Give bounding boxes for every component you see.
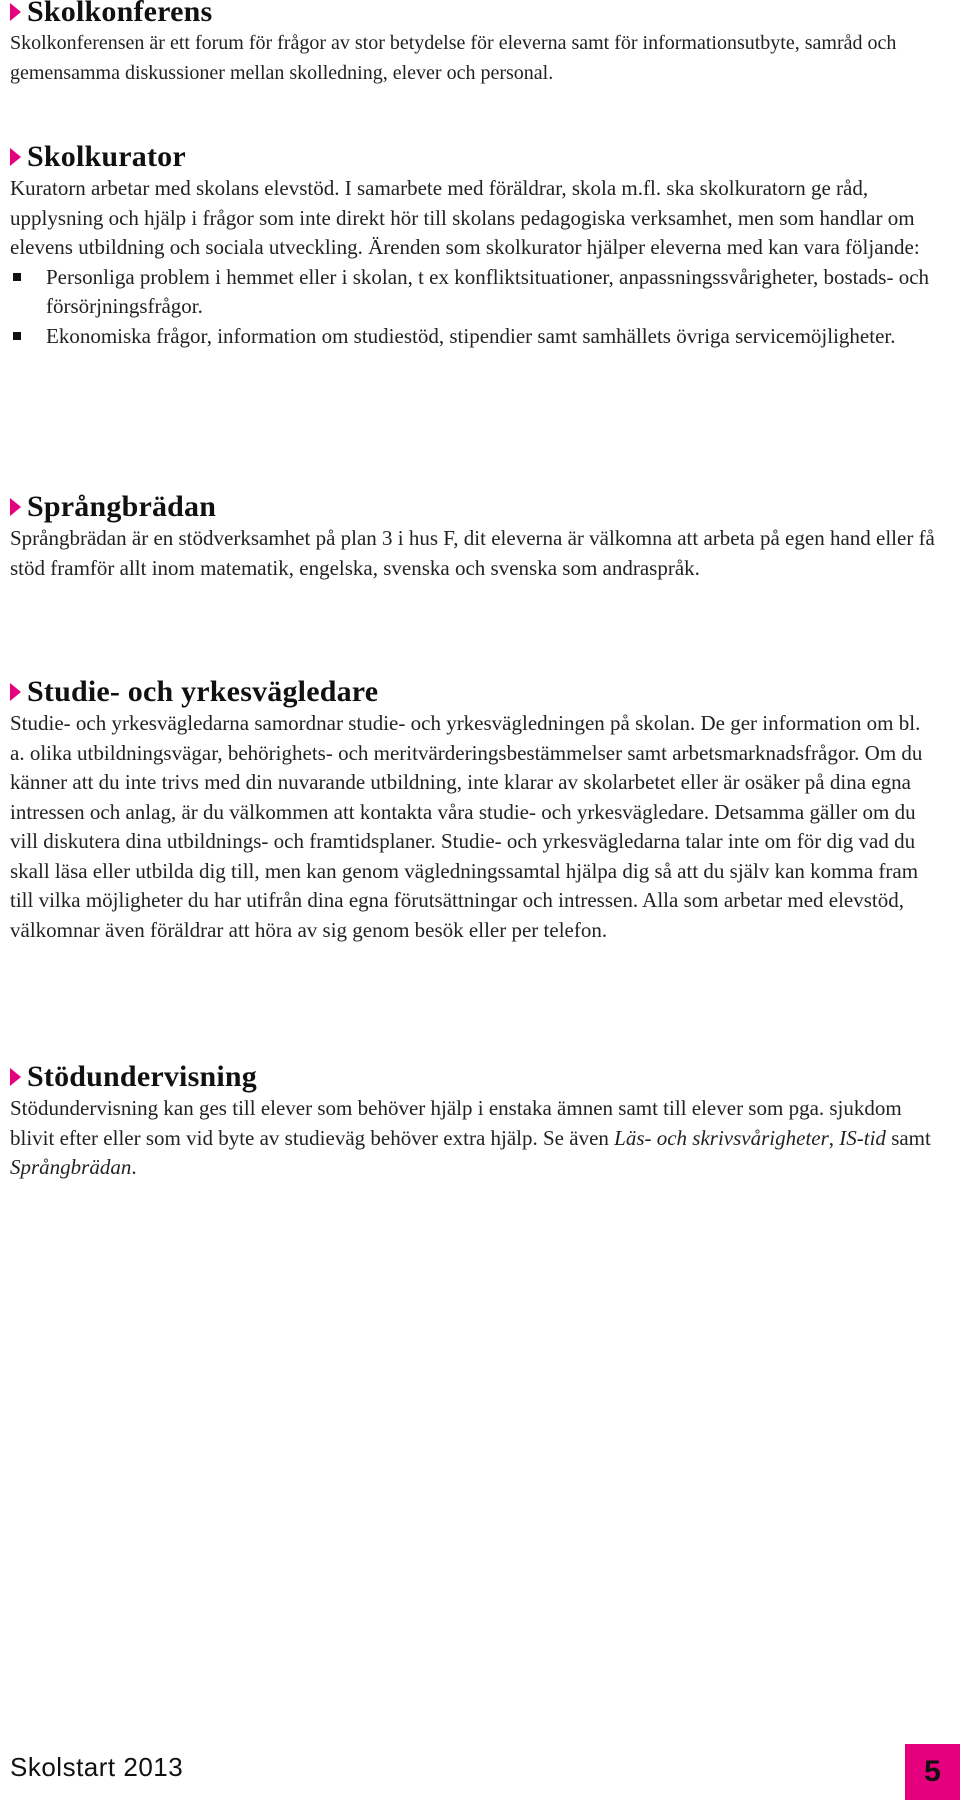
reference-las-skriv: Läs- och skrivsvårigheter (614, 1125, 829, 1150)
section-stodundervisning (10, 1060, 940, 1183)
triangle-right-icon (10, 148, 21, 166)
separator: samt (885, 1125, 931, 1150)
triangle-right-icon (10, 498, 21, 516)
paragraph (10, 1094, 940, 1183)
list-item-text: Personliga problem i hemmet eller i skolan, t ex konfliktsituationer, anpassningssvårigheter, bostads- och försörjningsfrågor. (46, 264, 930, 318)
section-heading (10, 0, 940, 29)
paragraph: Kuratorn arbetar med skolans elevstöd. I samarbete med föräldrar, skola m.fl. ska skolkuratorn ge råd, upplysning och hjälp i frågor som inte direkt hör till skolans pedagogiska verksamhet, men som handlar om elevens utbildning och sociala utveckling. Ärenden som skolkurator hjälper eleverna med kan vara följande: (10, 176, 920, 259)
section-skolkurator (10, 140, 940, 351)
page-number-badge (905, 1744, 960, 1800)
footer-label: Skolstart 2013 (10, 1752, 184, 1782)
square-bullet-icon (13, 273, 21, 281)
section-skolkonferens (10, 0, 940, 88)
triangle-right-icon (10, 683, 21, 701)
list-item-text: Ekonomiska frågor, information om studiestöd, stipendier samt samhällets övriga servicemöjligheter. (46, 323, 896, 348)
separator: , (828, 1125, 840, 1150)
triangle-right-icon (10, 1068, 21, 1086)
heading-text: Skolkonferens (27, 0, 213, 28)
list-item (10, 263, 940, 322)
heading-text: Studie- och yrkesvägledare (27, 675, 379, 708)
section-heading (10, 140, 940, 174)
reference-sprangbradan: Språngbrädan (10, 1155, 132, 1179)
heading-text: Skolkurator (27, 140, 186, 173)
section-heading (10, 675, 940, 709)
bullet-list (10, 263, 940, 352)
triangle-right-icon (10, 3, 21, 21)
section-sprangbradan (10, 490, 940, 583)
page-number: 5 (924, 1755, 941, 1788)
paragraph-intro: Stödundervisning kan ges till elever som behöver hjälp i enstaka ämnen samt till elever som pga. sjukdom blivit efter eller som vid byte av studieväg behöver extra hjälp. Se även (10, 1096, 902, 1150)
list-item (10, 322, 940, 352)
heading-text: Stödundervisning (27, 1060, 257, 1093)
section-heading (10, 490, 940, 524)
paragraph: Språngbrädan är en stödverksamhet på plan 3 i hus F, dit eleverna är välkomna att arbeta på egen hand eller få stöd framför allt inom matematik, engelska, svenska och svenska som andraspråk. (10, 526, 935, 580)
paragraph: Skolkonferensen är ett forum för frågor av stor betydelse för eleverna samt för informationsutbyte, samråd och gemensamma diskussioner mellan skolledning, elever och personal. (10, 32, 897, 84)
section-heading (10, 1060, 940, 1094)
square-bullet-icon (13, 332, 21, 340)
section-studievagledare (10, 675, 940, 945)
paragraph: Studie- och yrkesvägledarna samordnar studie- och yrkesvägledningen på skolan. De ger information om bl. a. olika utbildningsvägar, behörighets- och meritvärderingsbestämmelser samt arbetsmarknadsfrågor. Om du känner att du inte trivs med din nuvarande utbildning, inte klarar av skolarbetet eller är osäker på dina egna intressen och anlag, är du välkommen att kontakta våra studie- och yrkesvägledare. Detsamma gäller om du vill diskutera dina utbildnings- och framtidsplaner. Studie- och yrkesvägledarna talar inte om för dig vad du skall läsa eller utbilda dig till, men kan genom vägledningssamtal hjälpa dig så att du själv kan komma fram till vilka möjligheter du har utifrån dina egna förutsättningar och intressen. Alla som arbetar med elevstöd, välkomnar även föräldrar att höra av sig genom besök eller per telefon. (10, 711, 923, 942)
period: . (131, 1155, 137, 1179)
heading-text: Språngbrädan (27, 490, 217, 523)
reference-is-tid: IS-tid (839, 1125, 886, 1150)
